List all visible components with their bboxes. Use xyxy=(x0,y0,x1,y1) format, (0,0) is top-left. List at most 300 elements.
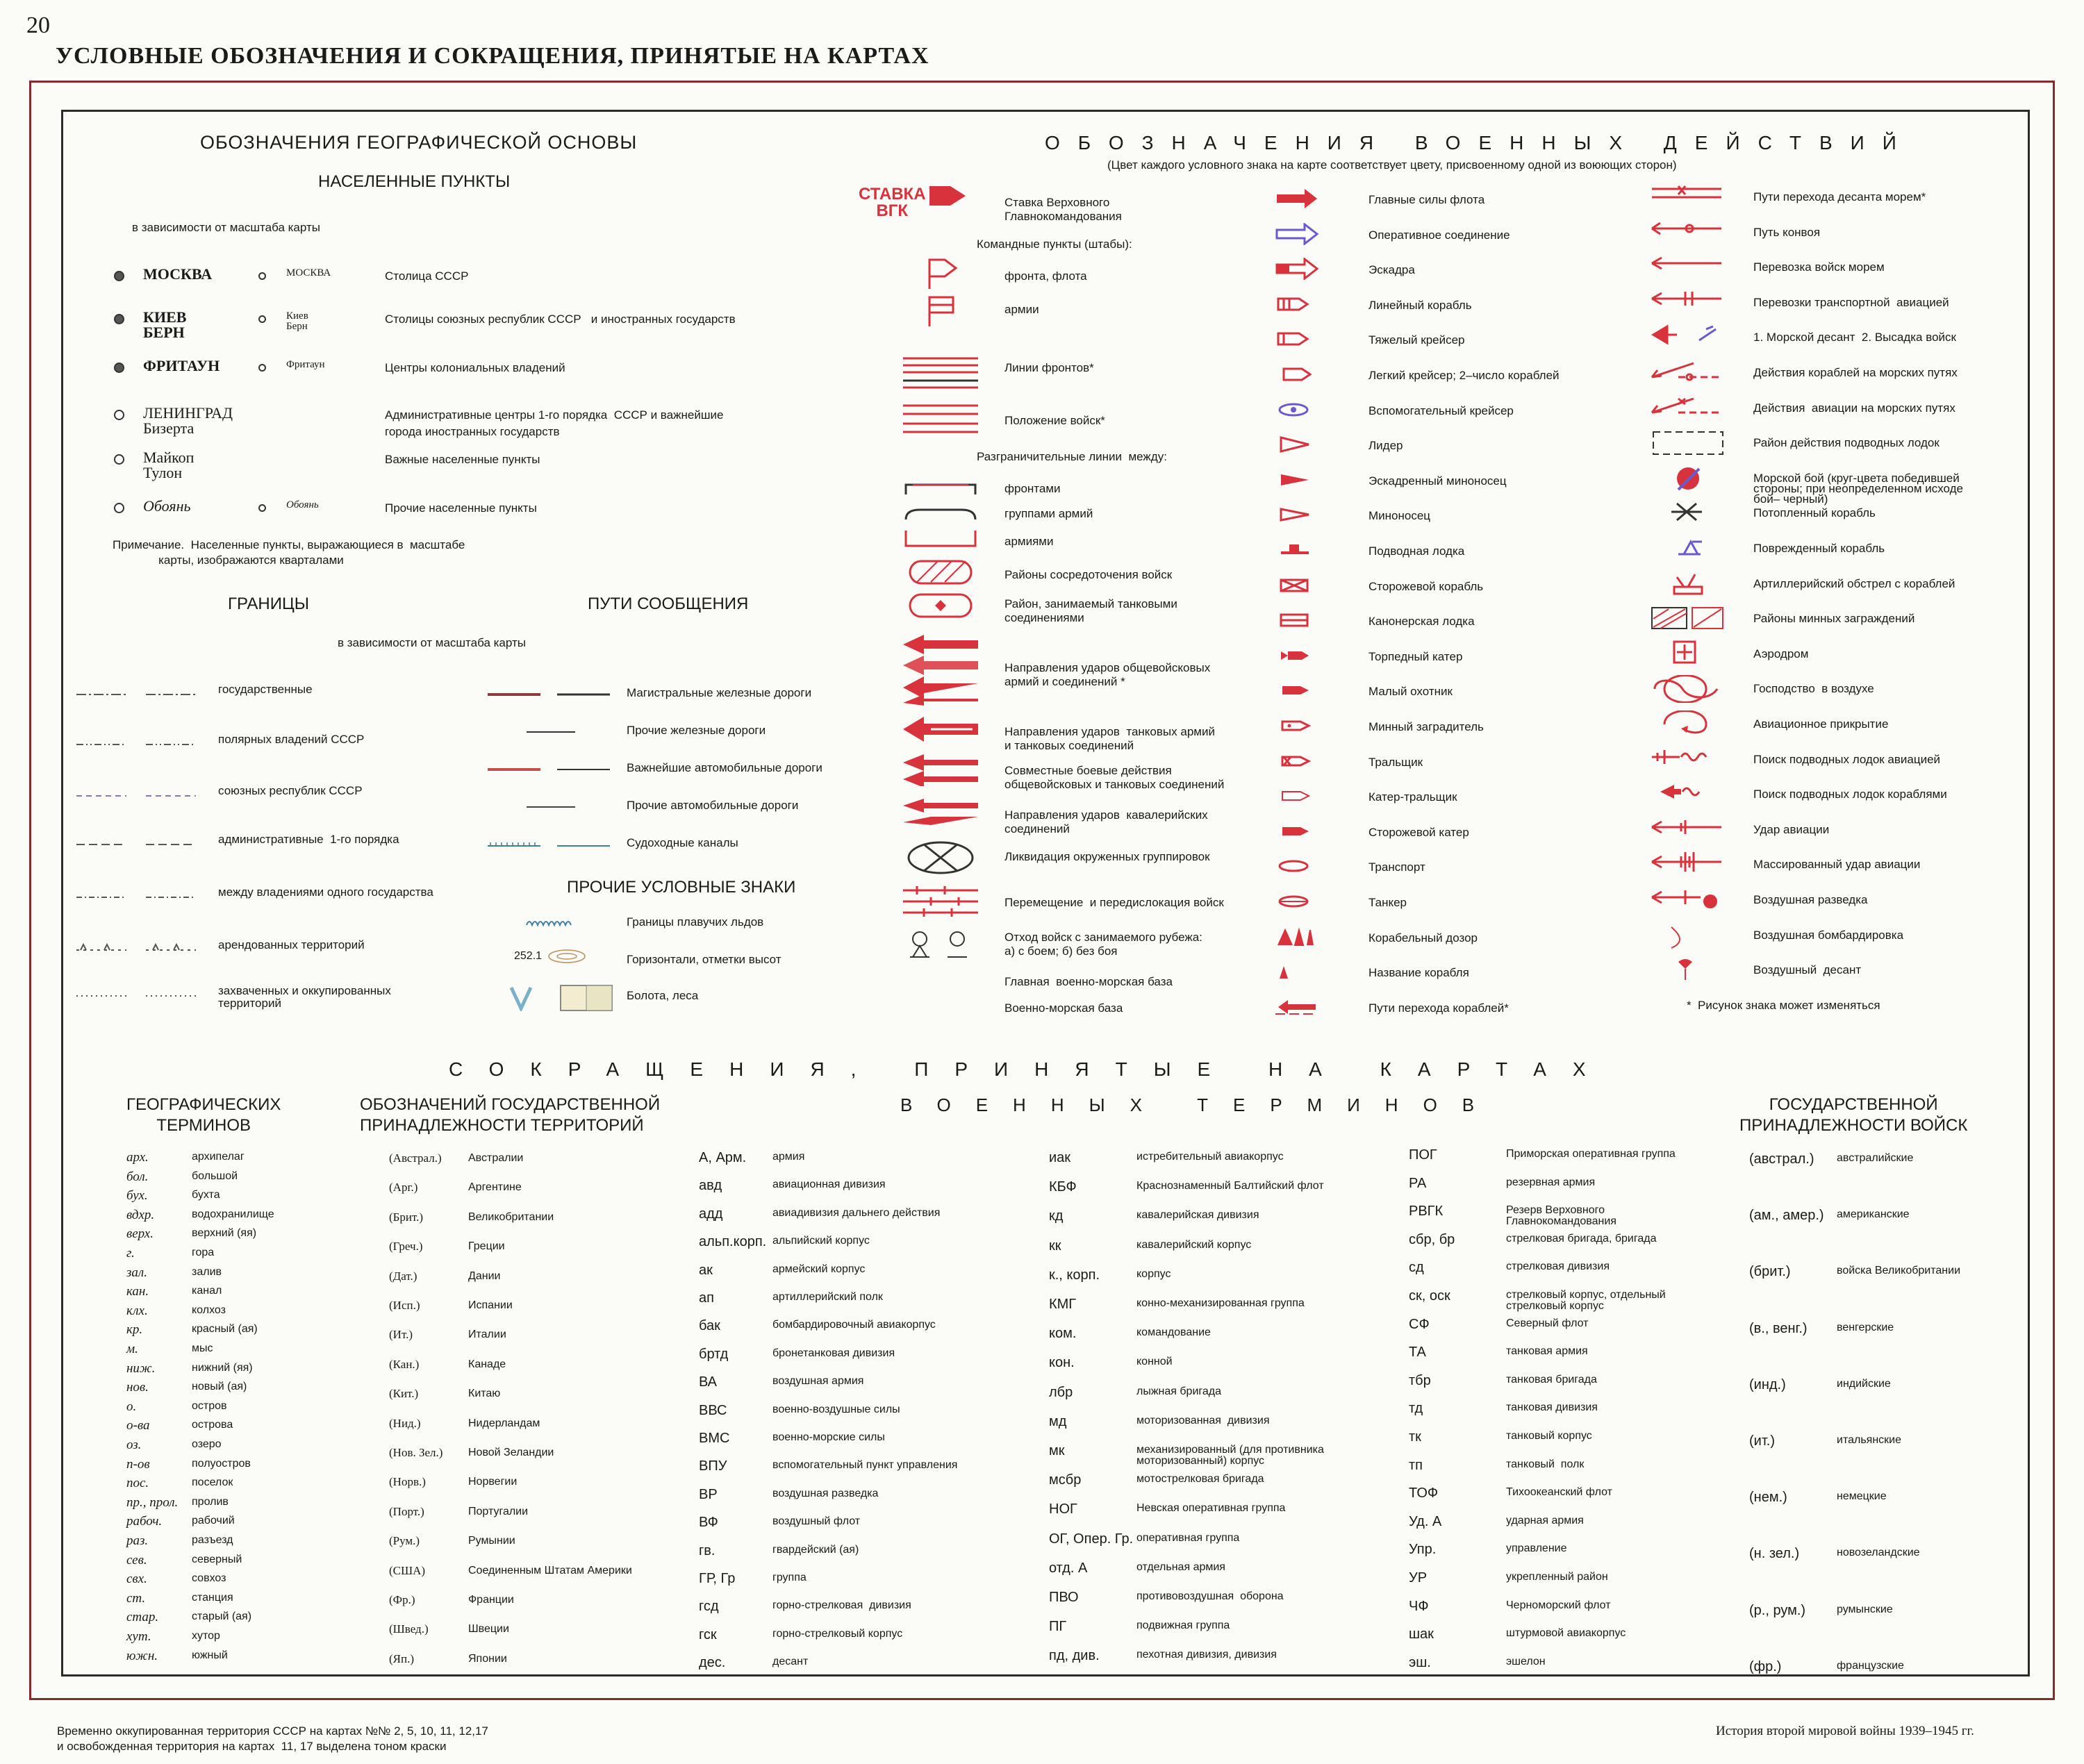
abbr-value: канал xyxy=(192,1285,222,1297)
mil-col1-label: армиями xyxy=(1004,535,1054,548)
route-line-symbol xyxy=(488,725,613,740)
mil-col3-symbol xyxy=(1651,570,1727,598)
abbr-key: тд xyxy=(1409,1401,1423,1416)
abbr-key: тк xyxy=(1409,1429,1421,1445)
abbr-key: (ам., амер.) xyxy=(1749,1208,1824,1223)
abbr-value: артиллерийский полк xyxy=(772,1291,883,1303)
abbr-key: пр., прол. xyxy=(126,1495,179,1510)
abbr-value: истребительный авиакорпус xyxy=(1136,1151,1284,1163)
abbr-key: (Кан.) xyxy=(389,1358,420,1371)
abbr-value: танковая бригада xyxy=(1506,1374,1597,1386)
mil-col3-symbol xyxy=(1651,605,1727,633)
abbr-value: Великобритании xyxy=(468,1211,554,1223)
abbr-value: бомбардировочный авиакорпус xyxy=(772,1319,936,1331)
settlement-description: Столица СССР xyxy=(385,269,469,283)
abbr-value: резервная армия xyxy=(1506,1176,1596,1188)
abbr-value: Канаде xyxy=(468,1358,506,1370)
abbr-value: корпус xyxy=(1136,1268,1171,1280)
abbr-key: эш. xyxy=(1409,1655,1431,1670)
abbr-key: ВР xyxy=(699,1487,718,1502)
mil-col3-symbol xyxy=(1651,956,1727,984)
abbr-value: войска Великобритании xyxy=(1837,1265,1960,1276)
abbr-key: мд xyxy=(1049,1414,1067,1429)
abbr-value: рабочий xyxy=(192,1515,235,1526)
abbr-value: альпийский корпус xyxy=(772,1235,870,1247)
abbr-value: Резерв Верховного Главнокомандования xyxy=(1506,1204,1616,1227)
forest-icon xyxy=(560,985,613,1011)
military-title: ОБОЗНАЧЕНИЯ ВОЕННЫХ ДЕЙСТВИЙ xyxy=(1045,132,1915,153)
abbr-value: старый (ая) xyxy=(192,1611,252,1622)
abbr-key: о. xyxy=(126,1399,137,1414)
abbr-value: лыжная бригада xyxy=(1136,1386,1221,1397)
abbr-key: вдхр. xyxy=(126,1208,155,1222)
abbr-value: горно-стрелковая дивизия xyxy=(772,1599,911,1611)
abbr-key: ТОФ xyxy=(1409,1486,1439,1501)
abbr-key: ТА xyxy=(1409,1345,1426,1360)
mil-col3-label: Массированный удар авиации xyxy=(1753,858,1921,871)
abbr-key: (Рум.) xyxy=(389,1534,420,1547)
abbr-value: танковый полк xyxy=(1506,1458,1585,1470)
abbr-state-title: ОБОЗНАЧЕНИЙ ГОСУДАРСТВЕННОЙ ПРИНАДЛЕЖНОСТИ ТЕРРИТОРИЙ xyxy=(360,1095,661,1135)
tank-area-symbol xyxy=(903,592,978,619)
abbr-value: управление xyxy=(1506,1542,1567,1554)
settlement-name-large: Майкоп Тулон xyxy=(143,449,195,481)
settlement-name-small: МОСКВА xyxy=(286,267,331,278)
abbr-key: (Порт.) xyxy=(389,1505,424,1518)
settlement-name-large: ЛЕНИНГРАД Бизерта xyxy=(143,404,233,437)
settlement-dot-icon xyxy=(114,363,124,373)
mil-col1-label: Положение войск* xyxy=(1004,414,1105,427)
abbr-value: поселок xyxy=(192,1476,233,1488)
abbr-key: ниж. xyxy=(126,1361,156,1376)
ship-type-label: Сторожевой катер xyxy=(1368,826,1469,839)
mil-col3-symbol xyxy=(1651,465,1727,492)
ship-type-label: Оперативное соединение xyxy=(1368,228,1510,242)
settlement-description: Важные населенные пункты xyxy=(385,453,540,466)
abbr-value: конной xyxy=(1136,1356,1173,1367)
abbr-key: ВВС xyxy=(699,1403,727,1418)
border-line-symbol xyxy=(76,989,201,1003)
abbr-value: американские xyxy=(1837,1208,1910,1220)
army-groups-boundary-symbol xyxy=(903,503,978,522)
ship-symbol xyxy=(1275,785,1320,807)
abbr-key: (Брит.) xyxy=(389,1210,424,1224)
abbr-key: бак xyxy=(699,1318,720,1333)
abbr-key: пд, див. xyxy=(1049,1648,1100,1663)
abbr-value: гора xyxy=(192,1247,215,1258)
abbr-value: пехотная дивизия, дивизия xyxy=(1136,1649,1277,1661)
abbr-key: А, Арм. xyxy=(699,1150,747,1165)
abbr-key: ком. xyxy=(1049,1326,1077,1341)
abbr-key: сбр, бр xyxy=(1409,1232,1455,1247)
abbr-value: Приморская оперативная группа xyxy=(1506,1148,1676,1160)
border-label: государственные xyxy=(218,683,313,696)
settlement-description: Центры колониальных владений xyxy=(385,361,565,374)
abbr-key: ВФ xyxy=(699,1515,718,1530)
abbr-key: ск, оск xyxy=(1409,1288,1450,1304)
abbr-value: северный xyxy=(192,1554,242,1565)
route-label: Прочие железные дороги xyxy=(627,724,766,737)
abbr-value: станция xyxy=(192,1592,233,1604)
abbr-key: (Швед.) xyxy=(389,1622,429,1636)
ship-type-label: Главные силы флота xyxy=(1368,193,1485,206)
mil-col3-label: Аэродром xyxy=(1753,647,1809,660)
ship-symbol xyxy=(1275,715,1320,737)
mil-col1-label: Главная военно-морская база xyxy=(1004,975,1173,988)
border-label: союзных республик СССР xyxy=(218,784,363,797)
abbr-value: армейский корпус xyxy=(772,1263,866,1275)
relocation-symbol xyxy=(903,885,978,920)
abbr-key: мсбр xyxy=(1049,1472,1082,1488)
abbr-value: военно-воздушные силы xyxy=(772,1404,900,1415)
mil-col3-label: Потопленный корабль xyxy=(1753,506,1876,519)
fronts-boundary-symbol xyxy=(903,478,978,497)
ship-symbol xyxy=(1275,750,1320,772)
abbr-key: Уд. А xyxy=(1409,1514,1442,1529)
abbr-value: воздушная разведка xyxy=(772,1488,879,1499)
settlement-dot-small-icon xyxy=(258,315,266,323)
mil-col3-label: * Рисунок знака может изменяться xyxy=(1687,999,1880,1012)
settlement-dot-icon xyxy=(114,503,124,513)
route-line-symbol xyxy=(488,688,613,703)
abbr-value: остров xyxy=(192,1400,227,1412)
abbr-value: танковый корпус xyxy=(1506,1430,1592,1442)
mil-col3-label: Воздушная бомбардировка xyxy=(1753,929,1904,942)
mil-col1-label: Отход войск с занимаемого рубежа: а) с боем; б) без боя xyxy=(1004,931,1202,958)
mil-col1-label: Перемещение и передислокация войск xyxy=(1004,896,1224,909)
abbr-key: (Яп.) xyxy=(389,1652,415,1665)
abbr-key: зал. xyxy=(126,1265,147,1280)
ship-symbol xyxy=(1275,504,1320,526)
abbr-value: мотострелковая бригада xyxy=(1136,1473,1264,1485)
ice-border-symbol xyxy=(525,915,575,929)
abbr-value: вспомогательный пункт управления xyxy=(772,1459,958,1471)
abbr-key: стар. xyxy=(126,1610,159,1624)
page-title: УСЛОВНЫЕ ОБОЗНАЧЕНИЯ И СОКРАЩЕНИЯ, ПРИНЯТЫЕ НА КАРТАХ xyxy=(56,43,929,69)
mil-col1-label: группами армий xyxy=(1004,507,1093,520)
abbr-key: ак xyxy=(699,1263,713,1278)
abbr-value: моторизованная дивизия xyxy=(1136,1415,1270,1426)
abbr-key: гсд xyxy=(699,1599,719,1614)
ship-type-label: Линейный корабль xyxy=(1368,299,1472,312)
abbr-key: (Нид.) xyxy=(389,1417,421,1430)
abbr-key: РА xyxy=(1409,1176,1427,1191)
abbr-value: Швеции xyxy=(468,1623,509,1635)
ship-type-label: Название корабля xyxy=(1368,966,1469,979)
ship-symbol xyxy=(1275,926,1320,948)
ship-type-label: Эскадренный миноносец xyxy=(1368,474,1507,488)
abbr-value: архипелаг xyxy=(192,1151,245,1163)
mil-col1-label: Линии фронтов* xyxy=(1004,361,1094,374)
abbr-value: красный (ая) xyxy=(192,1323,258,1335)
abbr-key: Упр. xyxy=(1409,1542,1437,1557)
abbr-value: кавалерийский корпус xyxy=(1136,1239,1252,1251)
abbr-value: подвижная группа xyxy=(1136,1620,1230,1631)
abbr-key: УР xyxy=(1409,1570,1428,1586)
abbr-value: бухта xyxy=(192,1189,220,1201)
ship-symbol xyxy=(1275,399,1320,421)
mil-col1-label: Командные пункты (штабы): xyxy=(977,238,1132,251)
mil-col3-label: 1. Морской десант 2. Высадка войск xyxy=(1753,331,1956,344)
abbr-value: пролив xyxy=(192,1496,229,1508)
abbr-value: командование xyxy=(1136,1326,1211,1338)
border-line-symbol xyxy=(76,738,201,751)
abbr-key: мк xyxy=(1049,1443,1065,1458)
abbr-key: гск xyxy=(699,1627,717,1642)
mil-col3-label: Артиллерийский обстрел с кораблей xyxy=(1753,577,1955,590)
abbr-value: авиадивизия дальнего действия xyxy=(772,1207,941,1219)
ship-symbol xyxy=(1275,890,1320,913)
ship-type-label: Эскадра xyxy=(1368,263,1415,276)
abbr-key: кр. xyxy=(126,1322,143,1337)
abbr-key: (ит.) xyxy=(1749,1433,1775,1449)
abbr-key: ЧФ xyxy=(1409,1599,1429,1614)
abbr-key: кон. xyxy=(1049,1355,1075,1370)
border-line-symbol xyxy=(76,890,201,904)
ship-type-label: Вспомогательный крейсер xyxy=(1368,404,1514,417)
abbr-key: южн. xyxy=(126,1649,158,1663)
ship-type-label: Легкий крейсер; 2–число кораблей xyxy=(1368,369,1560,382)
mil-col1-label: Направления ударов кавалерийских соединений xyxy=(1004,808,1208,835)
abbr-value: стрелковый корпус, отдельный стрелковый корпус xyxy=(1506,1289,1666,1312)
front-hq-flag-icon xyxy=(925,257,960,292)
mil-col3-symbol xyxy=(1651,429,1727,457)
abbr-key: ГР, Гр xyxy=(699,1571,736,1586)
combined-arms-strike-symbol xyxy=(903,632,978,708)
mil-col3-label: Поиск подводных лодок авиацией xyxy=(1753,753,1941,766)
geo-title: ОБОЗНАЧЕНИЯ ГЕОГРАФИЧЕСКОЙ ОСНОВЫ xyxy=(200,132,638,153)
abbr-title: СОКРАЩЕНИЯ, ПРИНЯТЫЕ НА КАРТАХ xyxy=(449,1058,1612,1080)
ship-symbol xyxy=(1275,293,1320,315)
abbr-key: РВГК xyxy=(1409,1204,1444,1219)
ship-symbol xyxy=(1275,609,1320,631)
abbr-value: штурмовой авиакорпус xyxy=(1506,1627,1626,1639)
border-line-symbol xyxy=(76,838,201,851)
abbr-key: кк xyxy=(1049,1238,1061,1254)
abbr-key: арх. xyxy=(126,1150,149,1165)
swamp-icon xyxy=(507,983,535,1011)
border-label: полярных владений СССР xyxy=(218,733,365,746)
retreat-symbol xyxy=(903,926,978,961)
route-label: Прочие автомобильные дороги xyxy=(627,799,799,812)
abbr-key: ПГ xyxy=(1049,1619,1067,1634)
abbr-key: ПОГ xyxy=(1409,1147,1437,1163)
ship-type-label: Танкер xyxy=(1368,896,1407,909)
settlement-dot-icon xyxy=(114,271,124,281)
abbr-value: Испании xyxy=(468,1299,513,1311)
abbr-key: шак xyxy=(1409,1626,1434,1642)
abbr-value: большой xyxy=(192,1170,238,1182)
abbr-value: водохранилище xyxy=(192,1208,274,1220)
ship-symbol xyxy=(1275,574,1320,597)
abbr-value: отдельная армия xyxy=(1136,1561,1225,1573)
mil-col3-symbol xyxy=(1651,183,1727,211)
abbr-value: Нидерландам xyxy=(468,1417,540,1429)
abbr-value: эшелон xyxy=(1506,1656,1546,1667)
settlements-note: Примечание. Населенные пункты, выражающиеся в масштабе карты, изображаются кварталами xyxy=(113,538,465,567)
ship-symbol xyxy=(1275,258,1320,280)
abbr-key: рабоч. xyxy=(126,1514,163,1529)
abbr-value: Норвегии xyxy=(468,1476,518,1488)
abbr-value: военно-морские силы xyxy=(772,1431,885,1443)
abbr-value: кавалерийская дивизия xyxy=(1136,1209,1259,1221)
abbr-value: группа xyxy=(772,1572,807,1583)
abbr-value: индийские xyxy=(1837,1378,1891,1390)
abbr-value: Греции xyxy=(468,1240,505,1252)
mil-col3-label: Авиационное прикрытие xyxy=(1753,717,1889,731)
concentration-area-symbol xyxy=(903,558,978,586)
abbr-key: нов. xyxy=(126,1380,149,1395)
ship-type-label: Торпедный катер xyxy=(1368,650,1463,663)
mil-col3-symbol xyxy=(1651,922,1727,949)
mil-col3-symbol xyxy=(1651,781,1727,808)
abbr-value: новозеландские xyxy=(1837,1547,1920,1558)
abbr-value: верхний (яя) xyxy=(192,1227,257,1239)
elevation-mark: 252.1 xyxy=(514,950,543,962)
abbr-key: кан. xyxy=(126,1284,149,1299)
ship-symbol xyxy=(1275,960,1320,983)
abbr-value: австралийские xyxy=(1837,1152,1914,1164)
settlement-dot-icon xyxy=(114,454,124,465)
ship-symbol xyxy=(1275,539,1320,561)
abbr-key: (в., венг.) xyxy=(1749,1321,1808,1336)
mil-col3-label: Пути перехода десанта морем* xyxy=(1753,190,1926,203)
abbr-value: авиационная дивизия xyxy=(772,1179,886,1190)
abbr-value: противовоздушная оборона xyxy=(1136,1590,1284,1602)
settlements-scale-note: в зависимости от масштаба карты xyxy=(132,221,320,234)
abbr-key: дес. xyxy=(699,1655,726,1670)
abbr-key: КМГ xyxy=(1049,1297,1077,1312)
abbr-key: (Исп.) xyxy=(389,1299,420,1312)
mil-col3-symbol xyxy=(1651,746,1727,774)
abbr-key: альп.корп. xyxy=(699,1234,767,1249)
mil-col1-label: фронта, флота xyxy=(1004,269,1087,283)
abbr-value: Дании xyxy=(468,1270,501,1282)
borders-scale-note: в зависимости от масштаба карты xyxy=(338,636,526,649)
mil-col3-label: Господство в воздухе xyxy=(1753,682,1874,695)
abbr-key: (Кит.) xyxy=(389,1387,419,1400)
settlement-name-large: Обоянь xyxy=(143,497,191,515)
mil-col3-symbol xyxy=(1651,359,1727,387)
abbr-key: авд xyxy=(699,1178,722,1193)
abbr-key: ап xyxy=(699,1290,714,1306)
abbr-value: Румынии xyxy=(468,1535,515,1547)
abbr-value: Соединенным Штатам Америки xyxy=(468,1565,632,1576)
abbr-value: укрепленный район xyxy=(1506,1571,1608,1583)
settlement-description: Прочие населенные пункты xyxy=(385,501,537,515)
abbr-key: иак xyxy=(1049,1150,1071,1165)
route-line-symbol xyxy=(488,800,613,815)
abbr-value: Тихоокеанский флот xyxy=(1506,1486,1612,1498)
mil-col3-label: Воздушная разведка xyxy=(1753,893,1868,906)
other-signs-title: ПРОЧИЕ УСЛОВНЫЕ ЗНАКИ xyxy=(567,878,796,897)
abbr-value: Португалии xyxy=(468,1506,529,1517)
cavalry-strike-symbol xyxy=(903,797,978,836)
mil-col3-symbol xyxy=(1651,640,1727,668)
mil-col3-label: Перевозка войск морем xyxy=(1753,260,1885,274)
abbr-key: ст. xyxy=(126,1591,146,1606)
abbr-key: (США) xyxy=(389,1564,426,1577)
abbr-key: (Греч.) xyxy=(389,1240,423,1253)
border-label: административные 1-го порядка xyxy=(218,833,399,846)
abbr-key: бртд xyxy=(699,1347,729,1362)
abbr-value: нижний (яя) xyxy=(192,1362,253,1374)
abbr-key: (инд.) xyxy=(1749,1377,1786,1392)
abbr-key: бол. xyxy=(126,1170,149,1184)
ship-symbol xyxy=(1275,188,1320,210)
abbr-key: (н. зел.) xyxy=(1749,1546,1800,1561)
abbr-key: верх. xyxy=(126,1226,154,1241)
abbr-value: озеро xyxy=(192,1438,222,1450)
settlements-title: НАСЕЛЕННЫЕ ПУНКТЫ xyxy=(318,172,511,191)
stavka-label: СТАВКА ВГК xyxy=(859,185,926,220)
abbr-key: (фр.) xyxy=(1749,1659,1782,1674)
abbr-value: стрелковая бригада, бригада xyxy=(1506,1233,1657,1245)
abbr-key: (Фр.) xyxy=(389,1593,415,1606)
abbr-value: совхоз xyxy=(192,1572,226,1584)
joint-action-symbol xyxy=(903,753,978,786)
route-label: Магистральные железные дороги xyxy=(627,686,812,699)
settlement-name-large: МОСКВА xyxy=(143,265,213,283)
ship-type-label: Корабельный дозор xyxy=(1368,931,1478,945)
ship-type-label: Тяжелый крейсер xyxy=(1368,333,1465,347)
abbr-key: ВМС xyxy=(699,1431,730,1446)
abbr-value: десант xyxy=(772,1656,809,1667)
mil-col3-symbol xyxy=(1651,710,1727,738)
mil-col3-symbol xyxy=(1651,394,1727,422)
abbr-value: Северный флот xyxy=(1506,1317,1589,1329)
mil-col3-label: Морской бой (круг-цвета победившей стороны; при неопределенном исходе бой– черный) xyxy=(1753,472,1964,506)
abbr-value: воздушный флот xyxy=(772,1515,861,1527)
abbr-value: южный xyxy=(192,1649,228,1661)
abbr-key: хут. xyxy=(126,1629,151,1644)
abbr-key: (Ит.) xyxy=(389,1328,413,1341)
abbr-mil-title: ВОЕННЫХ ТЕРМИНОВ xyxy=(900,1095,1500,1115)
ship-symbol xyxy=(1275,433,1320,456)
stavka-flag-icon xyxy=(925,183,968,218)
mil-col3-symbol xyxy=(1651,886,1727,914)
abbr-value: Италии xyxy=(468,1329,506,1340)
mil-col3-label: Удар авиации xyxy=(1753,823,1830,836)
abbr-value: ударная армия xyxy=(1506,1515,1584,1526)
ship-symbol xyxy=(1275,855,1320,877)
ship-symbol xyxy=(1275,996,1320,1018)
abbr-key: раз. xyxy=(126,1533,149,1548)
abbr-key: (р., рум.) xyxy=(1749,1603,1806,1618)
border-line-symbol xyxy=(76,789,201,803)
abbr-key: (Дат.) xyxy=(389,1270,417,1283)
abbr-value: танковая дивизия xyxy=(1506,1401,1598,1413)
contour-symbol xyxy=(546,947,588,965)
troop-position-symbol xyxy=(903,401,978,436)
mil-col1-label: Направления ударов общевойсковых армий и соединений * xyxy=(1004,661,1211,688)
settlement-name-large: КИЕВ БЕРН xyxy=(143,308,187,341)
abbr-value: острова xyxy=(192,1419,233,1431)
abbr-value: горно-стрелковый корпус xyxy=(772,1628,903,1640)
abbr-key: (Австрал.) xyxy=(389,1151,442,1165)
abbr-value: гвардейский (ая) xyxy=(772,1544,859,1556)
abbr-key: п-ов xyxy=(126,1457,150,1472)
mil-col1-label: Ликвидация окруженных группировок xyxy=(1004,850,1210,863)
border-label: захваченных и оккупированных территорий xyxy=(218,984,391,1010)
abbr-key: сд xyxy=(1409,1260,1424,1275)
border-line-symbol xyxy=(76,943,201,957)
mil-col3-symbol xyxy=(1651,675,1727,703)
ship-type-label: Лидер xyxy=(1368,439,1403,452)
mil-col3-symbol xyxy=(1651,499,1727,527)
abbr-value: мыс xyxy=(192,1342,213,1354)
abbr-key: (Норв.) xyxy=(389,1475,426,1488)
